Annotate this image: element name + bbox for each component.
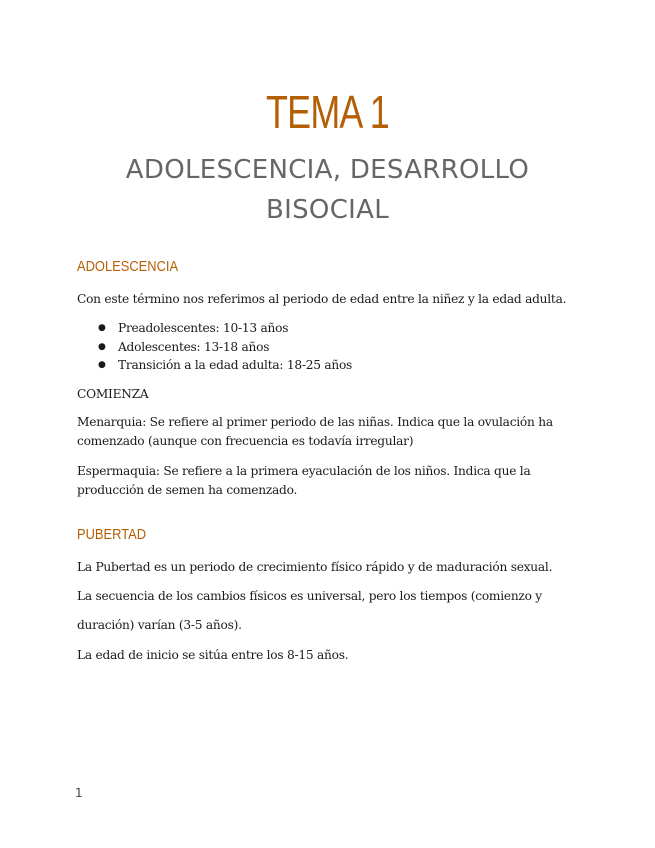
comienza-label: COMIENZA xyxy=(77,387,149,401)
list-item xyxy=(77,338,352,357)
list-item xyxy=(77,356,352,375)
document-title: TEMA 1 xyxy=(266,86,389,138)
pubertad-paragraph-3: duración) varían (3-5 años). xyxy=(77,618,242,632)
age-stage-list xyxy=(77,319,352,375)
list-item xyxy=(77,319,352,338)
subtitle-line-2: BISOCIAL xyxy=(266,195,389,225)
bullet-icon: ● xyxy=(98,360,106,370)
subtitle-line-1: ADOLESCENCIA, DESARROLLO xyxy=(125,155,530,185)
list-item-text: Adolescentes: 13-18 años xyxy=(118,339,270,354)
list-item-text: Preadolescentes: 10-13 años xyxy=(118,321,289,335)
espermaquia-paragraph: Espermaquia: Se refiere a la primera eyaculación de los niños. Indica que la producción de semen ha comenzado. xyxy=(77,464,531,497)
pubertad-paragraph-4: La edad de inicio se sitúa entre los 8-15 años. xyxy=(77,648,349,662)
list-item-text: Transición a la edad adulta: 18-25 años xyxy=(118,358,353,372)
page-number: 1 xyxy=(75,786,83,800)
intro-paragraph: Con este término nos referimos al periodo de edad entre la niñez y la edad adulta. xyxy=(77,292,567,306)
section-heading-adolescencia: ADOLESCENCIA xyxy=(77,258,179,275)
bullet-icon: ● xyxy=(98,323,106,333)
pubertad-paragraph-1: La Pubertad es un periodo de crecimiento físico rápido y de maduración sexual. xyxy=(77,560,553,574)
menarquia-paragraph: Menarquia: Se refiere al primer periodo de las niñas. Indica que la ovulación ha comenzado (aunque con frecuencia es todavía irregular) xyxy=(77,415,553,448)
document-subtitle xyxy=(0,150,655,230)
bullet-icon: ● xyxy=(98,341,106,352)
section-heading-pubertad: PUBERTAD xyxy=(77,526,147,543)
pubertad-paragraph-2: La secuencia de los cambios físicos es universal, pero los tiempos (comienzo y xyxy=(77,589,542,603)
